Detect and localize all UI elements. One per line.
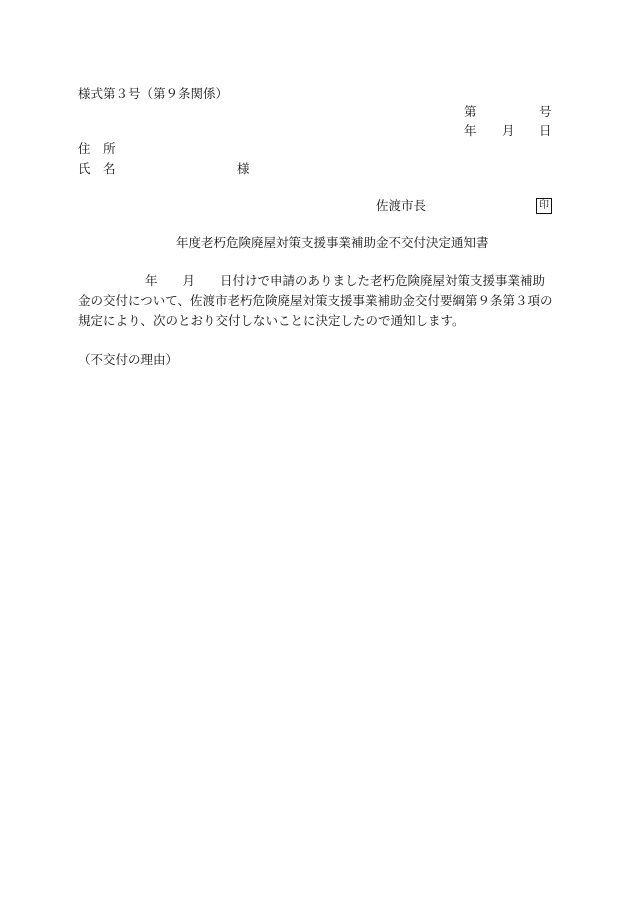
name-label: 氏 名 bbox=[78, 161, 116, 176]
doc-date-year: 年 bbox=[464, 123, 477, 138]
doc-number-suffix: 号 bbox=[539, 104, 552, 119]
body-paragraph bbox=[78, 271, 553, 331]
body-year: 年 bbox=[145, 273, 158, 288]
honorific: 様 bbox=[237, 161, 250, 176]
issuer-title: 佐渡市長 bbox=[376, 198, 427, 213]
document-title: 年度老朽危険廃屋対策支援事業補助金不交付決定通知書 bbox=[176, 235, 489, 250]
form-label: 様式第３号（第９条関係） bbox=[78, 86, 229, 101]
doc-date-month: 月 bbox=[502, 123, 515, 138]
body-line3: 規定により、次のとおり交付しないことに決定したので通知します。 bbox=[78, 313, 465, 328]
address-label: 住 所 bbox=[78, 141, 116, 156]
body-line2: 金の交付について、佐渡市老朽危険廃屋対策支援事業補助金交付要綱第９条第３項の bbox=[78, 293, 553, 308]
reason-label: （不交付の理由） bbox=[78, 352, 179, 367]
doc-number-prefix: 第 bbox=[464, 104, 477, 119]
body-month: 月 bbox=[182, 273, 196, 288]
seal-stamp: 印 bbox=[536, 198, 552, 214]
doc-date-day: 日 bbox=[539, 123, 552, 138]
body-line1: 日付けで申請のありました老朽危険廃屋対策支援事業補助 bbox=[220, 273, 546, 288]
